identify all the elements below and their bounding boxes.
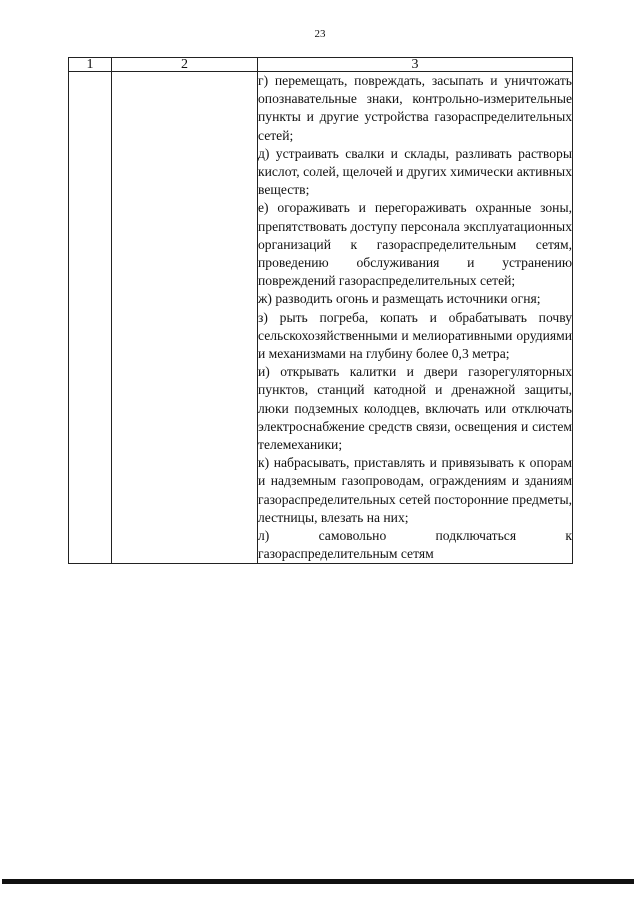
column-header-1: 1 — [69, 58, 112, 72]
page-number: 23 — [314, 28, 326, 40]
column-header-2: 2 — [112, 58, 258, 72]
document-table — [68, 57, 573, 564]
list-item-zh: ж) разводить огонь и размещать источники огня; — [258, 291, 541, 307]
list-item-i: и) открывать калитки и двери газорегуляторных пунктов, станций катодной и дренажной защиты, люки подземных колодцев, включать или отключать электроснабжение средств связи, освещения и систем телемеханики; — [258, 364, 572, 453]
table-cell-col3 — [258, 72, 573, 564]
list-item-g: г) перемещать, повреждать, засыпать и уничтожать опознавательные знаки, контрольно-измерительные пункты и другие устройства газораспределительных сетей; — [258, 73, 572, 143]
list-item-d: д) устраивать свалки и склады, разливать растворы кислот, солей, щелочей и других химически активных веществ; — [258, 145, 572, 198]
list-item-l: л) самовольно подключаться к газораспределительным сетям — [258, 528, 572, 562]
stray-mark — [257, 551, 258, 552]
table-cell-col1 — [69, 72, 112, 564]
column-header-3: 3 — [258, 58, 573, 72]
list-item-k: к) набрасывать, приставлять и привязывать к опорам и надземным газопроводам, ограждениям и зданиям газораспределительных сетей посторонние предметы, лестницы, влезать на них; — [258, 455, 572, 525]
list-item-e: е) огораживать и перегораживать охранные зоны, препятствовать доступу персонала эксплуатационных организаций к газораспределительным сетям, проведению обслуживания и устранению повреждений газораспределительных сетей; — [258, 200, 572, 289]
table-header-row — [69, 58, 573, 72]
table-cell-col2 — [112, 72, 258, 564]
list-item-z: з) рыть погреба, копать и обрабатывать почву сельскохозяйственными и мелиоративными орудиями и механизмами на глубину более 0,3 метра; — [258, 309, 572, 362]
bottom-scan-bar — [2, 879, 634, 884]
table-row — [69, 72, 573, 564]
